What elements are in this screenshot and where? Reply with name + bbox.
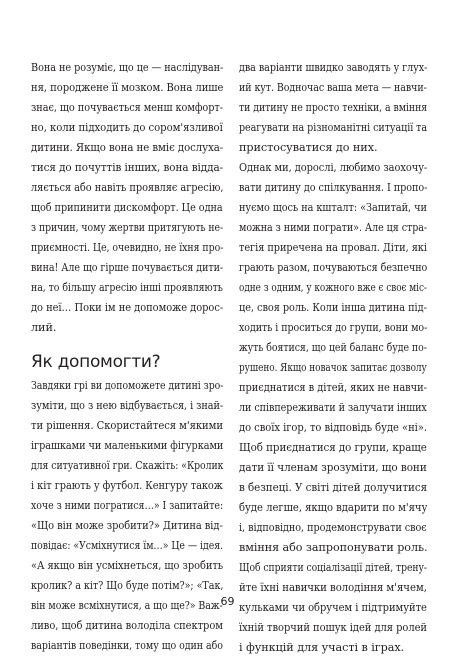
text-line: Однак ми, дорослі, любимо заохочу-: [239, 161, 427, 174]
text-line: ли співпереживати й залучати інших: [239, 401, 427, 414]
text-line: в безпеці. У світі дітей долучитися: [239, 481, 427, 494]
text-line: вміння або запропонувати роль.: [239, 541, 427, 554]
paragraph: [239, 158, 427, 558]
text-line: вина! Але що гірше почувається дити-: [31, 261, 223, 274]
text-line: до неї… Поки ім не допоможе дорос-: [31, 301, 223, 314]
text-line: грають разом, почуваються безпечно: [239, 261, 427, 274]
left-column: [31, 58, 223, 656]
paragraph: [31, 376, 223, 656]
text-line: ливо, щоб дитина володіла спектром: [31, 619, 223, 632]
text-line: тегія приречена на провал. Діти, які: [239, 241, 427, 254]
text-line: Завдяки грі ви допоможете дитині зро-: [31, 379, 223, 392]
text-line: йте їхні навички володіння м'ячем,: [239, 581, 427, 594]
text-line: їхній творчий пошук ідей для ролей: [239, 621, 427, 634]
text-line: можна з ними пограти». Але ця стра-: [239, 221, 427, 234]
paragraph: [239, 558, 427, 658]
text-line: ня, породжене її мозком. Вона лише: [31, 81, 223, 94]
text-line: він може всміхнутися, а що ще?» Важ-: [31, 599, 223, 612]
text-line: но, коли підходить до сором'язливої: [31, 121, 223, 134]
text-line: і кіт грають у футбол. Кенгуру також: [31, 479, 223, 492]
text-line: пристосуватися до них.: [239, 141, 378, 154]
text-line: буде легше, якщо вдарити по м'ячу: [239, 501, 427, 514]
text-line: ти рішення. Скористайтеся м'якими: [31, 419, 223, 432]
text-line: два варіанти швидко заводять у глух-: [239, 61, 427, 74]
text-line: «А якщо він усміхнеться, що зробить: [31, 559, 223, 572]
text-line: зуміти, що з нею відбувається, і знай-: [31, 399, 223, 412]
text-line: ий кут. Водночас ваша мета — навчи-: [239, 81, 427, 94]
text-line: і функцій для участі в іграх.: [239, 641, 405, 654]
text-line: кролик? а кіт? Що буде потім?»; «Так,: [31, 579, 223, 592]
right-column: [239, 58, 427, 658]
text-line: хоче з ними погратися…» І запитайте:: [31, 499, 223, 512]
paragraph: [239, 58, 427, 158]
text-line: Щоб приєднатися до групи, краще: [239, 441, 427, 454]
text-line: на, то більшу агресію інші проявляють: [31, 281, 223, 294]
text-line: Вона не розуміє, що це — наслідуван-: [31, 61, 223, 74]
text-line: одне з одним, у кожного вже є своє міс-: [239, 281, 427, 294]
text-line: приємності. Це, очевидно, не їхня про-: [31, 241, 223, 254]
text-line: Щоб сприяти соціалізації дітей, трену-: [239, 561, 427, 574]
text-line: варіантів поведінки, тому що один або: [31, 639, 223, 652]
text-line: лий.: [31, 321, 57, 334]
paragraph: [31, 58, 223, 338]
text-line: кульками чи обручем і підтримуйте: [239, 601, 427, 614]
text-line: іграшками чи маленькими фігурками: [31, 439, 223, 452]
text-line: ти дитину не просто техніки, а вміння: [239, 101, 427, 114]
text-line: повідає: «Усміхнутися їм…» Це — ідея.: [31, 539, 223, 552]
text-line: жуть боятися, що цей баланс буде по-: [239, 341, 427, 354]
text-line: реагувати на різноманітні ситуації та: [239, 121, 427, 134]
text-line: нуємо щось на кшталт: «Запитай, чи: [239, 201, 427, 214]
text-line: знає, що почувається менш комфорт-: [31, 101, 223, 114]
text-line: з причин, чому жертви притягують не-: [31, 221, 223, 234]
text-line: вати дитину до спілкування. І пропо-: [239, 181, 427, 194]
text-line: і, відповідно, продемонструвати своє: [239, 521, 427, 534]
text-line: до своїх ігор, то відповідь буде «ні».: [239, 421, 427, 434]
text-line: приєднатися в дітей, яких не навчи-: [239, 381, 427, 394]
page-number: 69: [220, 595, 235, 608]
text-line: для ситуативної гри. Скажіть: «Кролик: [31, 459, 223, 472]
text-line: щоб припинити дискомфорт. Це одна: [31, 201, 223, 214]
text-line: ляється або навіть проявляє агресію,: [31, 181, 223, 194]
text-line: «Що він може зробити?» Дитина від-: [31, 519, 223, 532]
text-line: це, своя роль. Коли інша дитина під-: [239, 301, 427, 314]
section-heading: Як допомогти?: [31, 352, 161, 372]
text-line: дати її членам зрозуміти, що вони: [239, 461, 427, 474]
text-line: ходить і проситься до групи, вони мо-: [239, 321, 427, 334]
text-line: рушено. Якщо новачок запитає дозволу: [239, 361, 427, 374]
text-line: тися до почуттів інших, вона відда-: [31, 161, 223, 174]
text-line: дитини. Якщо вона не вміє дослуха-: [31, 141, 223, 154]
